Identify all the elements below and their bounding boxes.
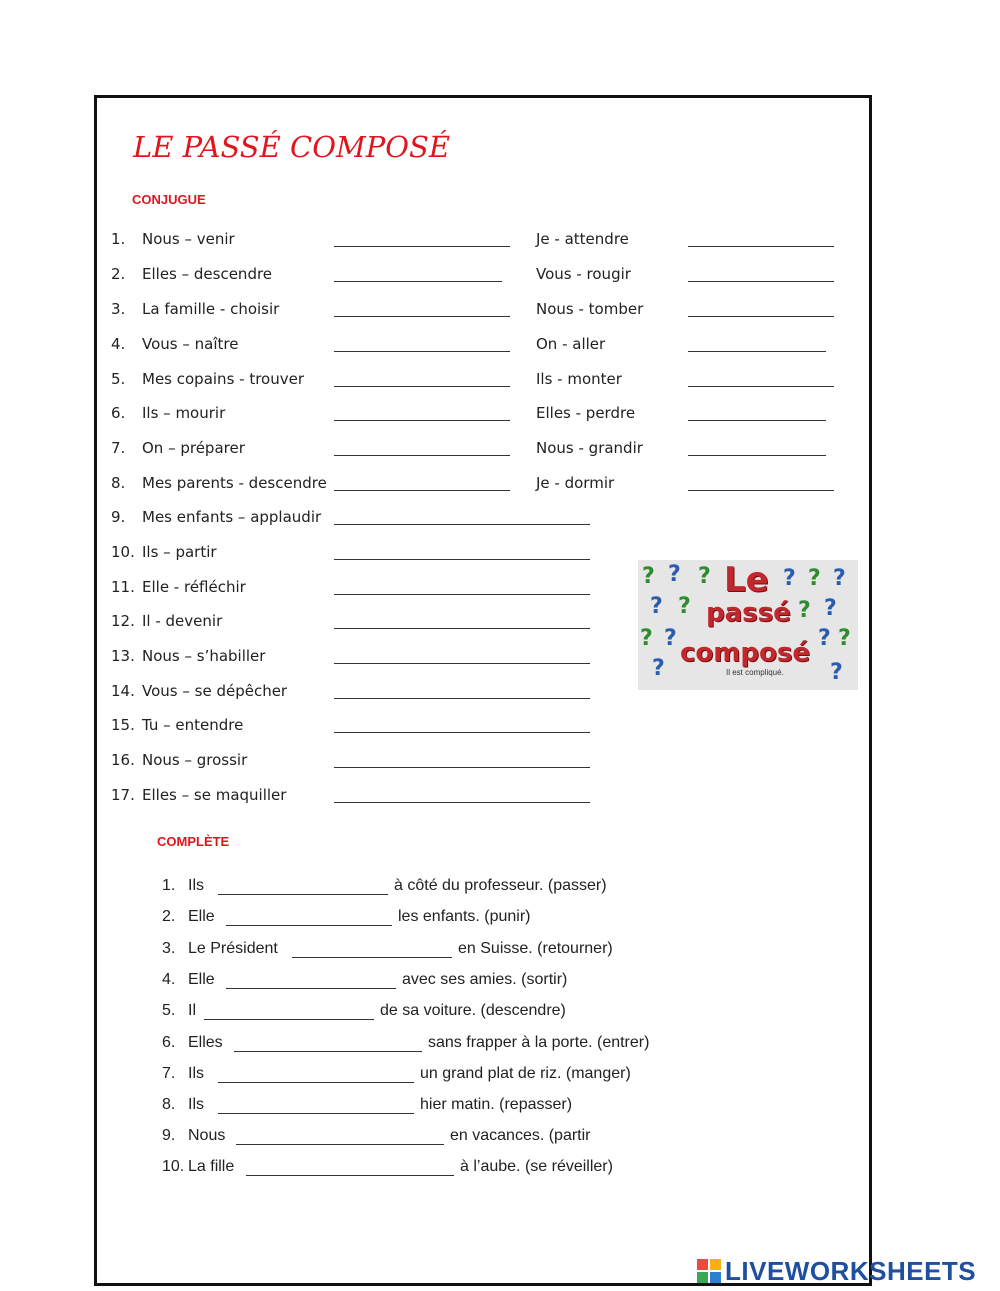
page-title: LE PASSÉ COMPOSÉ (133, 130, 451, 164)
item-number: 1. (111, 230, 126, 248)
sentence-start: Nous (188, 1127, 226, 1144)
prompt-text: Elles – descendre (142, 265, 273, 283)
illustration-caption: Il est compliqué. (726, 668, 784, 677)
complete-row (0, 1034, 1000, 1054)
sentence-end: à l’aube. (se réveiller) (460, 1158, 613, 1175)
prompt-text: Mes copains - trouver (142, 370, 305, 388)
item-number: 4. (111, 335, 126, 353)
conjugue-row (0, 508, 1000, 528)
answer-blank[interactable] (334, 281, 502, 282)
item-number: 16. (111, 751, 135, 769)
sentence-end: en vacances. (partir (450, 1127, 591, 1144)
answer-blank[interactable] (334, 732, 590, 733)
item-number: 9. (162, 1127, 176, 1144)
question-mark-icon: ? (833, 566, 846, 591)
item-number: 10. (162, 1158, 185, 1175)
answer-blank[interactable] (334, 767, 590, 768)
item-number: 14. (111, 682, 135, 700)
complete-row (0, 971, 1000, 991)
prompt-text: Il - devenir (142, 612, 223, 630)
complete-row (0, 1127, 1000, 1147)
conjugue-row (0, 370, 1000, 390)
section-complete-heading: COMPLÈTE (157, 834, 230, 849)
conjugue-row (0, 265, 1000, 285)
complete-row (0, 1158, 1000, 1178)
answer-blank[interactable] (334, 628, 590, 629)
prompt-text-right: Nous - tomber (536, 300, 644, 318)
item-number: 5. (111, 370, 126, 388)
section-conjugue-heading: CONJUGUE (132, 192, 206, 207)
item-number: 9. (111, 508, 126, 526)
prompt-text-right: Nous - grandir (536, 439, 643, 457)
question-mark-icon: ? (830, 660, 843, 685)
prompt-text: Nous – venir (142, 230, 235, 248)
item-number: 1. (162, 877, 176, 894)
item-number: 7. (111, 439, 126, 457)
question-mark-icon: ? (664, 626, 677, 651)
answer-blank[interactable] (334, 386, 510, 387)
answer-blank[interactable] (334, 490, 510, 491)
item-number: 6. (162, 1034, 176, 1051)
question-mark-icon: ? (824, 596, 837, 621)
prompt-text-right: Ils - monter (536, 370, 622, 388)
item-number: 17. (111, 786, 135, 804)
conjugue-row (0, 335, 1000, 355)
item-number: 2. (111, 265, 126, 283)
conjugue-row (0, 786, 1000, 806)
answer-blank-right[interactable] (688, 281, 834, 282)
item-number: 6. (111, 404, 126, 422)
answer-blank-right[interactable] (688, 316, 834, 317)
item-number: 4. (162, 971, 176, 988)
prompt-text-right: Elles - perdre (536, 404, 636, 422)
answer-blank[interactable] (334, 455, 510, 456)
answer-blank[interactable] (334, 594, 590, 595)
prompt-text-right: On - aller (536, 335, 606, 353)
item-number: 7. (162, 1065, 176, 1082)
conjugue-row (0, 751, 1000, 771)
item-number: 3. (162, 940, 176, 957)
sentence-start: Elle (188, 971, 215, 988)
conjugue-row (0, 474, 1000, 494)
answer-blank[interactable] (334, 524, 590, 525)
sentence-end: les enfants. (punir) (398, 908, 531, 925)
answer-blank[interactable] (204, 1019, 374, 1020)
prompt-text: Tu – entendre (142, 716, 244, 734)
answer-blank[interactable] (334, 559, 590, 560)
question-mark-icon: ? (808, 566, 821, 591)
passe-compose-illustration (638, 560, 858, 690)
sentence-start: La fille (188, 1158, 235, 1175)
question-mark-icon: ? (818, 626, 831, 651)
sentence-end: avec ses amies. (sortir) (402, 971, 568, 988)
illustration-word-passe: passé (706, 598, 791, 628)
question-mark-icon: ? (650, 594, 663, 619)
complete-row (0, 908, 1000, 928)
sentence-start: Il (188, 1002, 196, 1019)
answer-blank[interactable] (334, 698, 590, 699)
prompt-text: Vous – se dépêcher (142, 682, 288, 700)
item-number: 12. (111, 612, 135, 630)
answer-blank[interactable] (334, 663, 590, 664)
conjugue-row (0, 439, 1000, 459)
answer-blank-right[interactable] (688, 351, 826, 352)
item-number: 15. (111, 716, 135, 734)
item-number: 3. (111, 300, 126, 318)
question-mark-icon: ? (640, 626, 653, 651)
illustration-word-compose: composé (680, 638, 810, 668)
item-number: 8. (162, 1096, 176, 1113)
question-mark-icon: ? (783, 566, 796, 591)
sentence-end: hier matin. (repasser) (420, 1096, 573, 1113)
answer-blank[interactable] (236, 1144, 444, 1145)
complete-row (0, 1065, 1000, 1085)
complete-row (0, 877, 1000, 897)
answer-blank[interactable] (334, 420, 510, 421)
prompt-text: Vous – naître (142, 335, 239, 353)
answer-blank[interactable] (334, 802, 590, 803)
item-number: 13. (111, 647, 135, 665)
answer-blank-right[interactable] (688, 386, 834, 387)
question-mark-icon: ? (642, 564, 655, 589)
question-mark-icon: ? (678, 594, 691, 619)
question-mark-icon: ? (652, 656, 665, 681)
conjugue-row (0, 716, 1000, 736)
answer-blank[interactable] (334, 246, 510, 247)
answer-blank-right[interactable] (688, 455, 826, 456)
prompt-text: Mes enfants – applaudir (142, 508, 322, 526)
item-number: 5. (162, 1002, 176, 1019)
prompt-text: Elles – se maquiller (142, 786, 287, 804)
sentence-start: Elle (188, 908, 215, 925)
item-number: 2. (162, 908, 176, 925)
complete-row (0, 1096, 1000, 1116)
sentence-start: Ils (188, 877, 204, 894)
logo-brand-text: LIVEWORKSHEETS (725, 1256, 977, 1286)
prompt-text: Nous – s’habiller (142, 647, 266, 665)
conjugue-row (0, 300, 1000, 320)
item-number: 8. (111, 474, 126, 492)
question-mark-icon: ? (838, 626, 851, 651)
prompt-text: Nous – grossir (142, 751, 248, 769)
prompt-text-right: Je - dormir (536, 474, 615, 492)
prompt-text: On – préparer (142, 439, 245, 457)
answer-blank-right[interactable] (688, 420, 826, 421)
conjugue-row (0, 230, 1000, 250)
answer-blank[interactable] (292, 957, 452, 958)
answer-blank-right[interactable] (688, 246, 834, 247)
sentence-start: Le Président (188, 940, 278, 957)
question-mark-icon: ? (698, 564, 711, 589)
sentence-end: à côté du professeur. (passer) (394, 877, 607, 894)
sentence-end: en Suisse. (retourner) (458, 940, 613, 957)
sentence-end: de sa voiture. (descendre) (380, 1002, 566, 1019)
question-mark-icon: ? (668, 562, 681, 587)
answer-blank[interactable] (226, 988, 396, 989)
prompt-text: Ils – partir (142, 543, 217, 561)
answer-blank[interactable] (334, 316, 510, 317)
sentence-end: un grand plat de riz. (manger) (420, 1065, 631, 1082)
answer-blank[interactable] (226, 925, 392, 926)
item-number: 11. (111, 578, 135, 596)
sentence-start: Ils (188, 1096, 204, 1113)
prompt-text-right: Vous - rougir (536, 265, 631, 283)
complete-row (0, 1002, 1000, 1022)
conjugue-row (0, 404, 1000, 424)
illustration-word-le: Le (724, 560, 769, 600)
sentence-end: sans frapper à la porte. (entrer) (428, 1034, 650, 1051)
answer-blank[interactable] (334, 351, 510, 352)
prompt-text: La famille - choisir (142, 300, 280, 318)
prompt-text: Ils – mourir (142, 404, 226, 422)
answer-blank[interactable] (218, 894, 388, 895)
prompt-text: Mes parents - descendre (142, 474, 327, 492)
question-mark-icon: ? (798, 598, 811, 623)
answer-blank[interactable] (246, 1175, 454, 1176)
answer-blank-right[interactable] (688, 490, 834, 491)
prompt-text: Elle - réfléchir (142, 578, 246, 596)
answer-blank[interactable] (234, 1051, 422, 1052)
logo-grid-icon (697, 1259, 721, 1283)
answer-blank[interactable] (218, 1082, 414, 1083)
sentence-start: Elles (188, 1034, 223, 1051)
answer-blank[interactable] (218, 1113, 414, 1114)
sentence-start: Ils (188, 1065, 204, 1082)
complete-row (0, 940, 1000, 960)
prompt-text-right: Je - attendre (536, 230, 629, 248)
item-number: 10. (111, 543, 135, 561)
